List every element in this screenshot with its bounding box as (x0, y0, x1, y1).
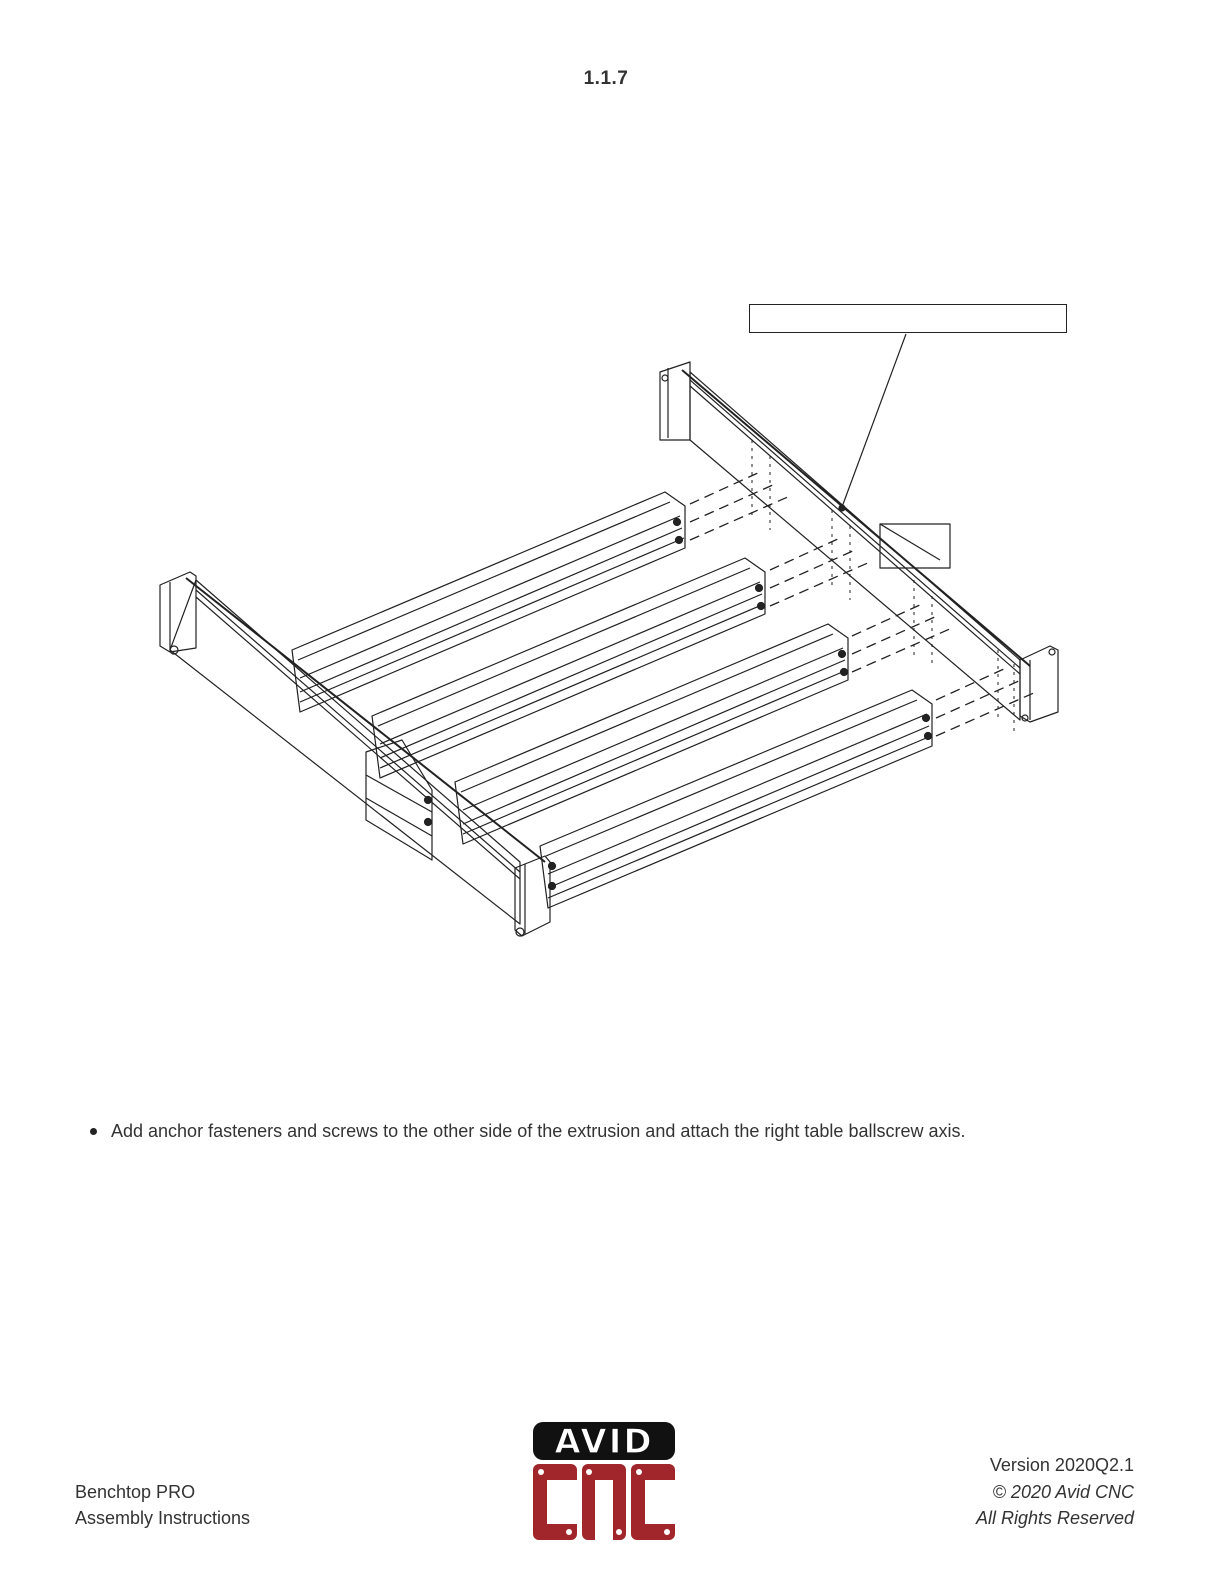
instruction-text: Add anchor fasteners and screws to the other side of the extrusion and attach the right table ballscrew axis. (111, 1121, 966, 1141)
extrusion-4 (540, 690, 932, 908)
copyright-text: © 2020 Avid CNC (992, 1481, 1134, 1502)
version-text: Version 2020Q2.1 (989, 1455, 1134, 1475)
logo-top-text: AVID (554, 1422, 654, 1462)
callout-label-box (749, 304, 1067, 333)
left-ballscrew-axis (160, 572, 550, 936)
document-name: Assembly Instructions (75, 1508, 251, 1528)
list-item (88, 1118, 1168, 1144)
footer-product-info (75, 1479, 250, 1531)
bullet-icon (90, 1128, 97, 1135)
instruction-list (88, 1118, 1168, 1144)
footer-version-info (976, 1452, 1134, 1532)
product-name: Benchtop PRO (75, 1482, 196, 1502)
rights-text: All Rights Reserved (975, 1508, 1134, 1528)
assembly-drawing (0, 290, 1224, 990)
step-number: 1.1.7 (583, 68, 629, 89)
logo-bottom-text: CNC (531, 1420, 534, 1421)
avid-cnc-logo (531, 1420, 677, 1542)
